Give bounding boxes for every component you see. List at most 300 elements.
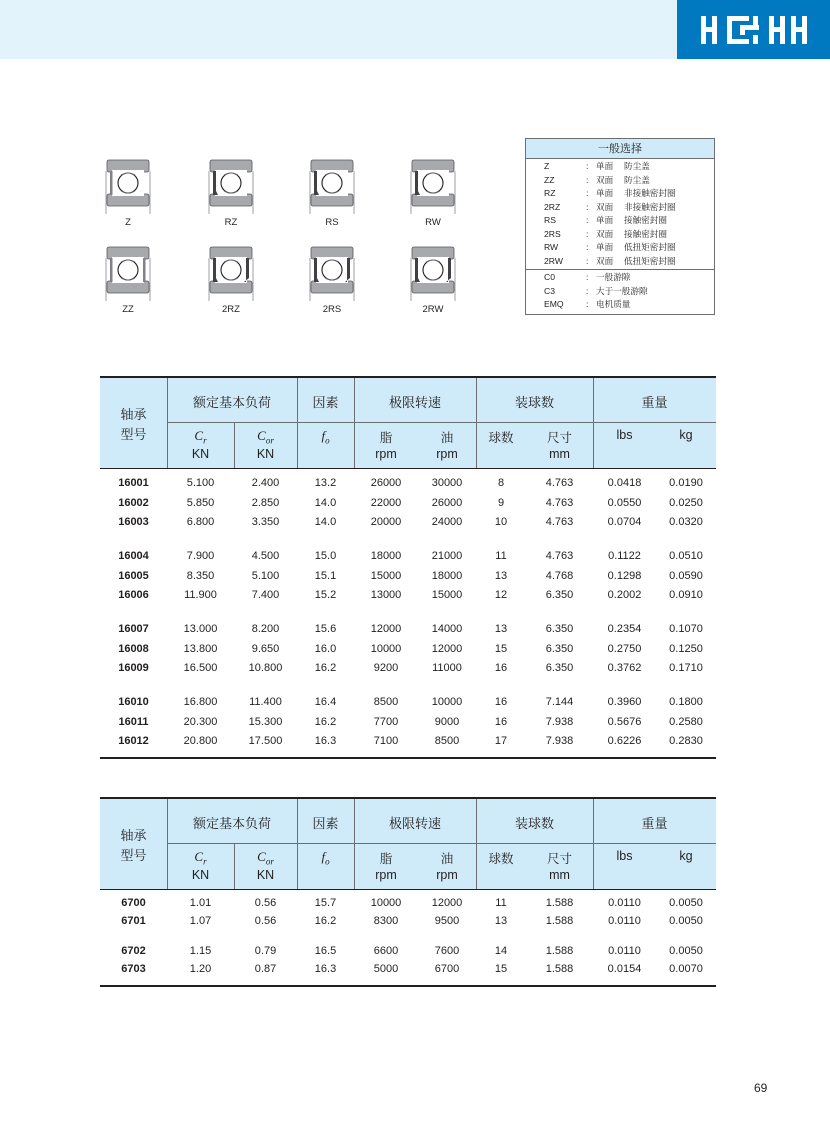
cell-cr: 6.800 bbox=[186, 516, 215, 528]
header-lbs: lbs bbox=[616, 428, 633, 442]
cell-lb: 0.1298 bbox=[607, 569, 642, 582]
cell-o: 11000 bbox=[432, 662, 462, 674]
cell-kg: 0.1710 bbox=[669, 662, 703, 674]
cell-d: 6.350 bbox=[545, 623, 574, 635]
header-divider bbox=[167, 843, 716, 844]
header-rpm: rpm bbox=[436, 447, 458, 461]
bearing-table-6700 bbox=[100, 797, 716, 987]
cell-lb: 0.0550 bbox=[607, 496, 642, 509]
cell-d: 1.588 bbox=[545, 963, 574, 975]
legend-code: RS bbox=[544, 215, 556, 225]
cell-f: 16.2 bbox=[314, 662, 337, 674]
diagram-label: RZ bbox=[224, 217, 238, 228]
header-weight: 重量 bbox=[641, 395, 668, 410]
legend-code: ZZ bbox=[544, 174, 555, 185]
header-cr: $C_r$ bbox=[194, 849, 207, 867]
legend-colon: : bbox=[586, 188, 589, 198]
table-row bbox=[100, 713, 716, 732]
cell-lb: 0.0110 bbox=[608, 915, 641, 927]
cell-kg: 0.2830 bbox=[669, 735, 703, 747]
cell-cr: 16.800 bbox=[183, 696, 218, 708]
cell-o: 15000 bbox=[431, 589, 463, 601]
header-bearing-line2: 型号 bbox=[120, 848, 147, 863]
legend-side: 单面 bbox=[596, 242, 614, 252]
cell-cr: 1.20 bbox=[189, 963, 212, 975]
cell-o: 10000 bbox=[431, 696, 463, 708]
legend-colon: : bbox=[586, 255, 589, 266]
cell-lb: 0.2750 bbox=[607, 642, 642, 655]
cell-d: 1.588 bbox=[545, 897, 574, 909]
cell-g: 10000 bbox=[370, 897, 402, 909]
cell-f: 16.3 bbox=[314, 963, 337, 975]
bearing-table-16000 bbox=[100, 376, 716, 759]
bearing-diagram-rs bbox=[309, 157, 355, 229]
header-grease: 脂 bbox=[379, 852, 393, 866]
cell-cr: 16.500 bbox=[183, 662, 218, 674]
diagram-label: RS bbox=[325, 217, 339, 228]
cell-lb: 0.0110 bbox=[608, 945, 641, 957]
header-kg: kg bbox=[679, 428, 693, 442]
legend-code: 2RZ bbox=[544, 201, 561, 212]
cell-kg: 0.0510 bbox=[669, 550, 703, 562]
legend-colon: : bbox=[586, 215, 589, 225]
legend-title: 一般选择 bbox=[526, 139, 714, 159]
cell-g: 6600 bbox=[373, 945, 399, 957]
cell-cor: 17.500 bbox=[248, 735, 283, 747]
bearing-section-icon bbox=[105, 157, 151, 215]
bearing-diagram-2rw bbox=[410, 244, 456, 316]
legend-side: 单面 bbox=[596, 188, 614, 198]
cell-g: 22000 bbox=[370, 496, 402, 509]
page-number: 69 bbox=[754, 1081, 768, 1095]
header-mm: mm bbox=[549, 447, 570, 461]
cell-cor: 0.56 bbox=[254, 915, 277, 927]
legend-desc: 防尘盖 bbox=[624, 174, 650, 185]
cell-d: 7.144 bbox=[545, 696, 574, 708]
header-kn: KN bbox=[256, 447, 275, 461]
table-row bbox=[100, 620, 716, 639]
cell-cor: 11.400 bbox=[249, 696, 282, 708]
cell-m: 16012 bbox=[118, 735, 149, 747]
cell-n: 16 bbox=[494, 696, 508, 708]
legend-desc: 低扭矩密封圈 bbox=[624, 242, 676, 252]
cell-f: 15.0 bbox=[314, 550, 337, 562]
cell-d: 7.938 bbox=[545, 715, 574, 728]
header-ball-count: 球数 bbox=[488, 431, 514, 445]
seal-type-diagrams bbox=[100, 150, 460, 320]
bearing-diagram-2rz bbox=[208, 244, 254, 316]
cell-m: 16004 bbox=[118, 550, 149, 562]
diagram-label: Z bbox=[125, 217, 131, 228]
legend-row bbox=[526, 255, 714, 269]
cell-f: 15.6 bbox=[314, 623, 337, 635]
cell-m: 16010 bbox=[118, 696, 149, 708]
header-rated-load: 额定基本负荷 bbox=[192, 395, 271, 410]
cell-n: 12 bbox=[494, 589, 508, 601]
cell-n: 13 bbox=[494, 623, 508, 635]
header-ball-size: 尺寸 bbox=[546, 431, 572, 445]
header-divider bbox=[167, 422, 716, 423]
cell-n: 9 bbox=[497, 496, 505, 509]
table-row bbox=[100, 942, 716, 961]
header-weight: 重量 bbox=[641, 816, 668, 831]
header-fo: $f_o$ bbox=[321, 428, 330, 446]
legend-row bbox=[526, 241, 714, 255]
header-oil: 油 bbox=[440, 431, 454, 445]
legend-desc: 防尘盖 bbox=[624, 161, 650, 171]
diagram-label: 2RS bbox=[322, 304, 342, 315]
cell-o: 18000 bbox=[431, 569, 463, 582]
cell-o: 21000 bbox=[431, 550, 463, 562]
cell-o: 9000 bbox=[434, 715, 460, 728]
cell-g: 15000 bbox=[370, 569, 402, 582]
legend-desc: 大于一般游隙 bbox=[596, 285, 648, 296]
cell-o: 6700 bbox=[434, 963, 460, 975]
header-cor: $C_{or}$ bbox=[257, 428, 274, 446]
legend-side: 双面 bbox=[596, 255, 614, 266]
cell-cr: 11.900 bbox=[184, 589, 217, 601]
cell-lb: 0.0110 bbox=[608, 897, 641, 909]
cell-d: 4.763 bbox=[545, 477, 574, 489]
cell-o: 26000 bbox=[431, 496, 463, 509]
bearing-diagram-rz bbox=[208, 157, 254, 229]
legend-colon: : bbox=[586, 242, 589, 252]
cell-lb: 0.5676 bbox=[607, 715, 642, 728]
header-factor: 因素 bbox=[312, 395, 339, 410]
cell-cor: 7.400 bbox=[251, 589, 280, 601]
bearing-diagram-2rs bbox=[309, 244, 355, 316]
legend-side: 双面 bbox=[596, 201, 614, 212]
cell-cor: 5.100 bbox=[251, 569, 280, 582]
general-selection-legend bbox=[525, 138, 715, 315]
cell-m: 16002 bbox=[118, 496, 149, 509]
bearing-section-icon bbox=[208, 244, 254, 302]
cell-n: 8 bbox=[497, 477, 505, 489]
legend-colon: : bbox=[586, 174, 589, 185]
cell-m: 16011 bbox=[118, 715, 149, 728]
legend-row bbox=[526, 228, 714, 242]
legend-colon: : bbox=[586, 161, 589, 171]
cell-m: 16007 bbox=[118, 623, 149, 635]
cell-cr: 13.800 bbox=[183, 642, 218, 655]
header-kn: KN bbox=[191, 447, 210, 461]
cell-cor: 3.350 bbox=[251, 516, 280, 528]
cell-f: 16.5 bbox=[314, 945, 337, 957]
cell-kg: 0.0070 bbox=[669, 963, 703, 975]
cell-m: 16009 bbox=[118, 662, 149, 674]
cell-d: 4.768 bbox=[545, 569, 574, 582]
cell-o: 9500 bbox=[434, 915, 460, 927]
header-kn: KN bbox=[256, 868, 275, 882]
cell-cor: 2.850 bbox=[251, 496, 280, 509]
header-rpm: rpm bbox=[436, 868, 458, 882]
bearing-section-icon bbox=[410, 157, 456, 215]
cell-lb: 0.2354 bbox=[607, 623, 642, 635]
bearing-diagram-z bbox=[105, 157, 151, 229]
table-header bbox=[100, 378, 716, 469]
cell-lb: 0.3762 bbox=[607, 662, 642, 674]
cell-cor: 0.79 bbox=[254, 945, 277, 957]
cell-m: 16006 bbox=[118, 589, 149, 601]
cell-lb: 0.6226 bbox=[607, 735, 642, 747]
cell-g: 7700 bbox=[373, 715, 399, 728]
cell-cor: 4.500 bbox=[251, 550, 280, 562]
header-ball-complement: 装球数 bbox=[514, 816, 554, 831]
cell-cor: 10.800 bbox=[248, 662, 283, 674]
cell-f: 16.2 bbox=[314, 915, 337, 927]
cell-f: 13.2 bbox=[314, 477, 337, 489]
table-row bbox=[100, 567, 716, 586]
header-rpm: rpm bbox=[375, 447, 397, 461]
cell-lb: 0.0418 bbox=[607, 477, 642, 489]
logo-mark bbox=[699, 14, 809, 46]
header-oil: 油 bbox=[440, 852, 454, 866]
cell-kg: 0.0050 bbox=[669, 915, 703, 927]
table-row bbox=[100, 586, 716, 605]
cell-g: 7100 bbox=[373, 735, 399, 747]
cell-d: 6.350 bbox=[545, 642, 574, 655]
cell-n: 13 bbox=[494, 569, 508, 582]
legend-row bbox=[526, 187, 714, 201]
cell-kg: 0.1250 bbox=[669, 642, 703, 655]
table-row bbox=[100, 640, 716, 659]
cell-kg: 0.0250 bbox=[669, 496, 703, 509]
cell-d: 4.763 bbox=[545, 550, 574, 562]
header-bearing-line1: 轴承 bbox=[120, 828, 147, 843]
table-row bbox=[100, 547, 716, 566]
header-grease: 脂 bbox=[379, 431, 393, 445]
legend-code: C3 bbox=[544, 285, 555, 296]
cell-f: 16.4 bbox=[314, 696, 337, 708]
diagram-label: 2RZ bbox=[222, 304, 240, 315]
cell-lb: 0.2002 bbox=[607, 589, 642, 601]
cell-cr: 7.900 bbox=[186, 550, 215, 562]
legend-code: Z bbox=[544, 161, 550, 171]
table-row bbox=[100, 693, 716, 712]
bearing-section-icon bbox=[105, 244, 151, 302]
cell-n: 15 bbox=[494, 963, 508, 975]
cell-cr: 20.800 bbox=[183, 735, 218, 747]
table-row bbox=[100, 474, 716, 493]
legend-row bbox=[526, 285, 714, 299]
cell-cr: 1.07 bbox=[189, 915, 212, 927]
cell-f: 15.1 bbox=[314, 569, 337, 582]
cell-o: 14000 bbox=[431, 623, 463, 635]
cell-f: 15.7 bbox=[314, 897, 337, 909]
legend-row bbox=[526, 271, 714, 285]
cell-g: 13000 bbox=[370, 589, 402, 601]
legend-row bbox=[526, 201, 714, 215]
legend-row bbox=[526, 160, 714, 174]
cell-f: 15.2 bbox=[314, 589, 337, 601]
cell-cor: 0.56 bbox=[254, 897, 277, 909]
diagram-label: 2RW bbox=[422, 304, 444, 315]
cell-n: 16 bbox=[494, 662, 508, 674]
header-limit-speed: 极限转速 bbox=[388, 816, 441, 831]
cell-kg: 0.1800 bbox=[669, 696, 703, 708]
header-rated-load: 额定基本负荷 bbox=[192, 816, 271, 831]
cell-n: 11 bbox=[495, 897, 507, 909]
cell-d: 4.763 bbox=[545, 496, 574, 509]
cell-cr: 8.350 bbox=[186, 569, 215, 582]
table-row bbox=[100, 732, 716, 751]
cell-m: 16003 bbox=[118, 516, 149, 528]
legend-desc: 非接触密封圈 bbox=[624, 188, 676, 198]
table-row bbox=[100, 960, 716, 979]
cell-g: 5000 bbox=[373, 963, 399, 975]
cell-cr: 1.01 bbox=[189, 897, 212, 909]
cell-m: 6700 bbox=[121, 897, 146, 909]
cell-cr: 20.300 bbox=[183, 715, 218, 728]
legend-side: 单面 bbox=[596, 215, 614, 225]
cell-kg: 0.0320 bbox=[669, 516, 703, 528]
cell-o: 30000 bbox=[431, 477, 463, 489]
header-bearing-line2: 型号 bbox=[120, 427, 147, 442]
header-rpm: rpm bbox=[375, 868, 397, 882]
cell-cr: 13.000 bbox=[183, 623, 218, 635]
cell-n: 16 bbox=[494, 715, 508, 728]
legend-side: 双面 bbox=[596, 228, 614, 239]
cell-m: 6703 bbox=[121, 963, 146, 975]
cell-m: 16001 bbox=[118, 477, 149, 489]
diagram-label: RW bbox=[425, 217, 441, 228]
legend-desc: 一般游隙 bbox=[596, 272, 631, 282]
header-fo: $f_o$ bbox=[321, 849, 330, 867]
header-lbs: lbs bbox=[616, 849, 633, 863]
header-ball-size: 尺寸 bbox=[546, 852, 572, 866]
bearing-section-icon bbox=[410, 244, 456, 302]
legend-desc: 非接触密封圈 bbox=[624, 201, 676, 212]
cell-cr: 5.850 bbox=[186, 496, 215, 509]
legend-colon: : bbox=[586, 201, 589, 212]
cell-n: 14 bbox=[494, 945, 508, 957]
table-row bbox=[100, 494, 716, 513]
cell-lb: 0.0704 bbox=[607, 516, 642, 528]
cell-d: 1.588 bbox=[545, 915, 574, 927]
bearing-section-icon bbox=[208, 157, 254, 215]
bearing-diagram-zz bbox=[105, 244, 151, 316]
cell-kg: 0.0050 bbox=[669, 945, 703, 957]
header-cor: $C_{or}$ bbox=[257, 849, 274, 867]
cell-f: 14.0 bbox=[314, 516, 337, 528]
header-mm: mm bbox=[549, 868, 570, 882]
header-factor: 因素 bbox=[312, 816, 339, 831]
legend-code: 2RS bbox=[544, 228, 561, 239]
cell-f: 14.0 bbox=[314, 496, 337, 509]
cell-g: 20000 bbox=[370, 516, 402, 528]
cell-n: 13 bbox=[494, 915, 508, 927]
cell-cor: 0.87 bbox=[254, 963, 277, 975]
header-limit-speed: 极限转速 bbox=[388, 395, 441, 410]
cell-d: 7.938 bbox=[545, 735, 574, 747]
legend-code: EMQ bbox=[544, 299, 564, 309]
cell-m: 16005 bbox=[118, 569, 149, 582]
legend-desc: 低扭矩密封圈 bbox=[624, 255, 676, 266]
table-row bbox=[100, 659, 716, 678]
cell-o: 24000 bbox=[431, 516, 463, 528]
cell-f: 16.0 bbox=[314, 642, 337, 655]
table-row bbox=[100, 912, 716, 931]
cell-lb: 0.1122 bbox=[608, 550, 641, 562]
legend-row bbox=[526, 174, 714, 188]
diagram-label: ZZ bbox=[122, 304, 134, 315]
header-cr: $C_r$ bbox=[194, 428, 207, 446]
cell-cor: 2.400 bbox=[251, 477, 280, 489]
legend-colon: : bbox=[586, 299, 589, 309]
cell-kg: 0.0590 bbox=[669, 569, 703, 582]
cell-kg: 0.2580 bbox=[669, 715, 703, 728]
legend-row bbox=[526, 214, 714, 228]
cell-n: 15 bbox=[494, 642, 508, 655]
cell-o: 12000 bbox=[431, 897, 463, 909]
cell-cor: 15.300 bbox=[248, 715, 283, 728]
cell-d: 6.350 bbox=[545, 589, 574, 601]
cell-m: 16008 bbox=[118, 642, 149, 655]
bearing-section-icon bbox=[309, 157, 355, 215]
cell-d: 4.763 bbox=[545, 516, 574, 528]
cell-g: 9200 bbox=[373, 662, 399, 674]
bearing-diagram-rw bbox=[410, 157, 456, 229]
cell-cor: 8.200 bbox=[251, 623, 280, 635]
cell-cor: 9.650 bbox=[251, 642, 280, 655]
cell-d: 6.350 bbox=[545, 662, 574, 674]
cell-kg: 0.0050 bbox=[669, 897, 703, 909]
cell-n: 17 bbox=[494, 735, 508, 747]
legend-side: 双面 bbox=[596, 174, 614, 185]
cell-f: 16.2 bbox=[314, 715, 337, 728]
cell-kg: 0.0190 bbox=[669, 477, 703, 489]
table-header bbox=[100, 799, 716, 890]
table-row bbox=[100, 513, 716, 532]
cell-kg: 0.0910 bbox=[669, 589, 703, 601]
legend-code: C0 bbox=[544, 272, 555, 282]
cell-g: 8300 bbox=[373, 915, 399, 927]
cell-d: 1.588 bbox=[545, 945, 574, 957]
legend-colon: : bbox=[586, 285, 589, 296]
cell-cr: 1.15 bbox=[189, 945, 212, 957]
legend-desc: 接触密封圈 bbox=[624, 215, 667, 225]
legend-code: 2RW bbox=[544, 255, 563, 266]
cell-lb: 0.0154 bbox=[607, 963, 642, 975]
cell-lb: 0.3960 bbox=[607, 696, 642, 708]
cell-g: 10000 bbox=[370, 642, 402, 655]
cell-kg: 0.1070 bbox=[669, 623, 703, 635]
bearing-section-icon bbox=[309, 244, 355, 302]
header-bearing-line1: 轴承 bbox=[120, 407, 147, 422]
cell-n: 11 bbox=[495, 550, 507, 562]
header-kn: KN bbox=[191, 868, 210, 882]
cell-f: 16.3 bbox=[314, 735, 337, 747]
legend-desc: 接触密封圈 bbox=[624, 228, 667, 239]
legend-side: 单面 bbox=[596, 161, 614, 171]
legend-row bbox=[526, 298, 714, 312]
header-kg: kg bbox=[679, 849, 693, 863]
cell-n: 10 bbox=[494, 516, 508, 528]
legend-desc: 电机质量 bbox=[596, 299, 631, 309]
legend-code: RW bbox=[544, 242, 559, 252]
cell-g: 18000 bbox=[370, 550, 402, 562]
cell-cr: 5.100 bbox=[186, 477, 215, 489]
cell-m: 6701 bbox=[121, 915, 146, 927]
cell-o: 8500 bbox=[434, 735, 460, 747]
cell-g: 12000 bbox=[370, 623, 402, 635]
legend-code: RZ bbox=[544, 188, 556, 198]
hch-logo bbox=[677, 0, 830, 59]
cell-m: 6702 bbox=[121, 945, 146, 957]
header-ball-count: 球数 bbox=[488, 852, 514, 866]
cell-o: 7600 bbox=[434, 945, 460, 957]
cell-o: 12000 bbox=[431, 642, 463, 655]
